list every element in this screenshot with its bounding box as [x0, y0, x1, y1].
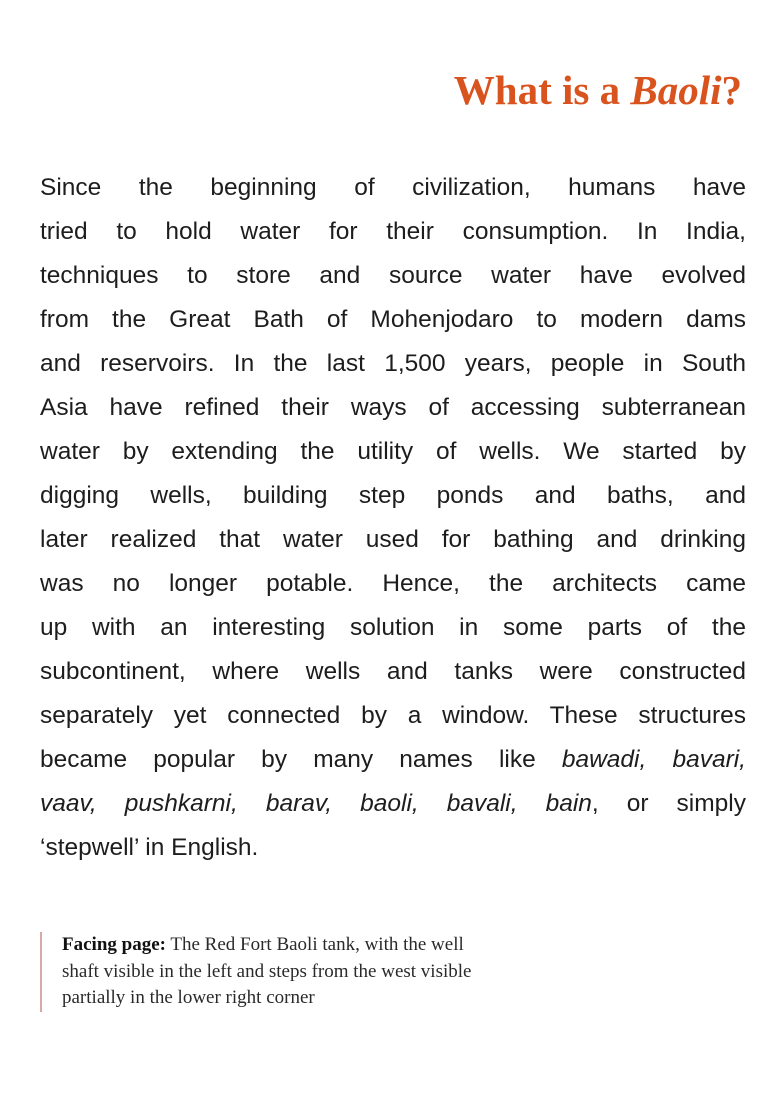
- body-text: later realized that water used for bathing and drinking: [40, 526, 746, 553]
- body-text: techniques to store and source water have evolved: [40, 262, 746, 289]
- body-line: [40, 430, 746, 474]
- body-line: [40, 606, 746, 650]
- body-line: [40, 254, 746, 298]
- title-text: What is a: [453, 67, 631, 113]
- body-text: up with an interesting solution in some parts of the: [40, 614, 746, 641]
- body-line: [40, 650, 746, 694]
- page-title: [454, 66, 742, 114]
- body-text: water by extending the utility of wells. We started by: [40, 438, 746, 465]
- body-line: [40, 210, 746, 254]
- body-line: [40, 562, 746, 606]
- body-line: [40, 474, 746, 518]
- body-text: separately yet connected by a window. These structures: [40, 702, 746, 729]
- body-line: [40, 166, 746, 210]
- caption: [40, 932, 482, 1012]
- body-text: ‘stepwell’ in English.: [40, 834, 259, 861]
- body-text: Since the beginning of civilization, humans have: [40, 174, 746, 201]
- caption-label: Facing page:: [62, 934, 166, 955]
- title-italic: Baoli: [630, 67, 722, 113]
- body-text: digging wells, building step ponds and baths, and: [40, 482, 746, 509]
- body-line: [40, 342, 746, 386]
- body-text: Asia have refined their ways of accessing subterranean: [40, 394, 746, 421]
- body-text: tried to hold water for their consumption. In India,: [40, 218, 746, 245]
- body-text: from the Great Bath of Mohenjodaro to modern dams: [40, 306, 746, 333]
- body-text: subcontinent, where wells and tanks were constructed: [40, 658, 746, 685]
- body-text: , or simply: [591, 790, 746, 817]
- body-text: was no longer potable. Hence, the architects came: [40, 570, 746, 597]
- body-line: [40, 694, 746, 738]
- body-line: [40, 386, 746, 430]
- body-italic-text: vaav, pushkarni, barav, baoli, bavali, bain: [40, 790, 592, 817]
- body-line: [40, 518, 746, 562]
- body-line: [40, 826, 746, 870]
- body-line: [40, 738, 746, 782]
- body-line: [40, 782, 746, 826]
- body-line: [40, 298, 746, 342]
- body-text: and reservoirs. In the last 1,500 years, people in South: [40, 350, 746, 377]
- body-paragraph: [40, 166, 746, 870]
- title-end: ?: [721, 67, 742, 113]
- body-text: became popular by many names like: [40, 746, 562, 773]
- caption-text: The Red Fort Baoli tank, with the well shaft visible in the left and steps from the west visible partially in the lower right corner: [62, 934, 472, 1008]
- body-italic-text: bawadi, bavari,: [561, 746, 746, 773]
